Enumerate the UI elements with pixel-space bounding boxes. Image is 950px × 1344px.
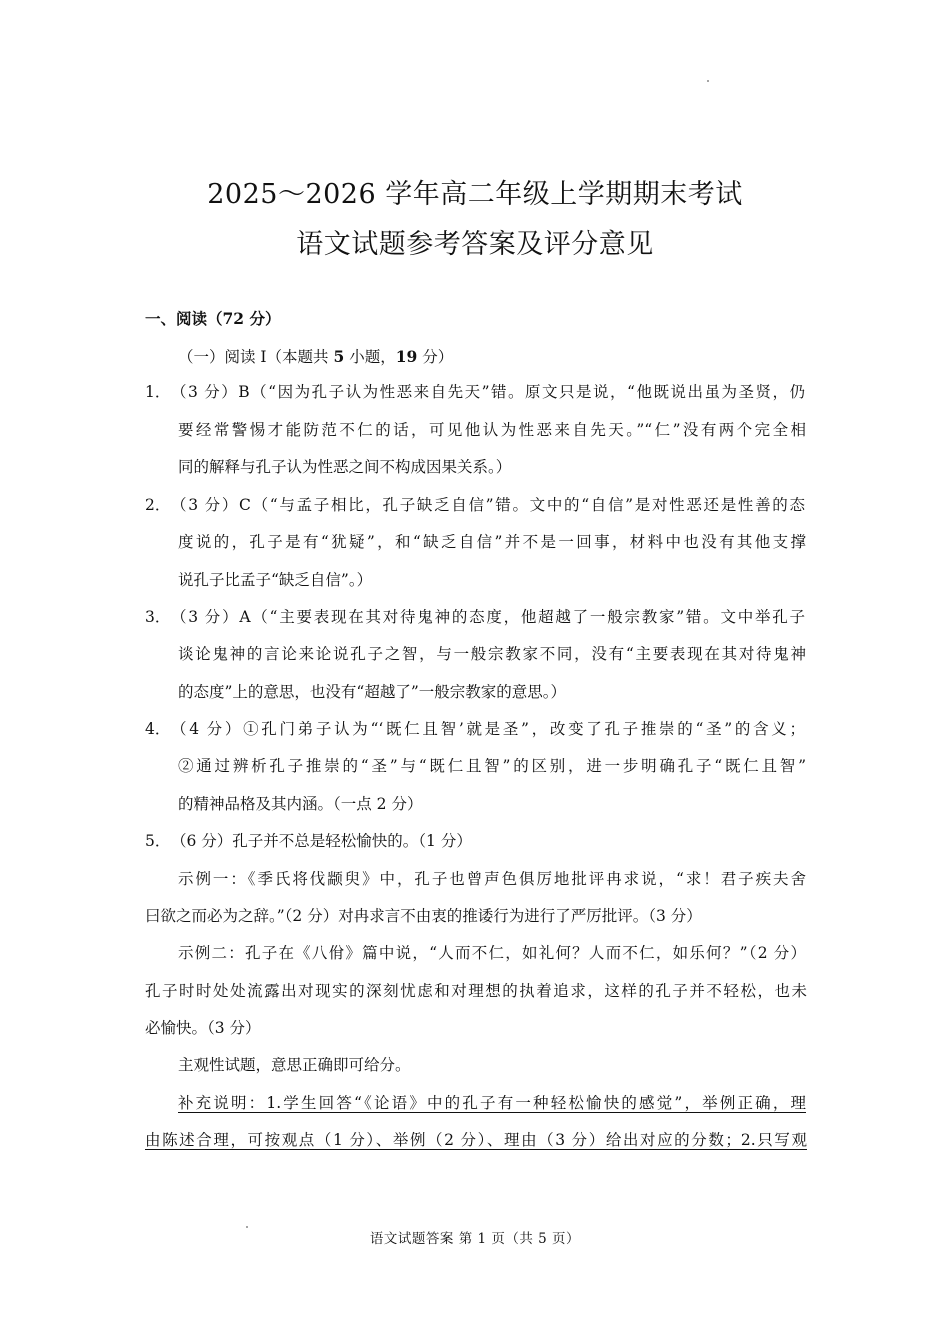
question-5-line-1 bbox=[145, 831, 472, 851]
question-2-line-1 bbox=[145, 495, 805, 515]
question-3-number: 3． bbox=[145, 608, 171, 626]
question-3-text-1: （3 分）A（“主要表现在其对待鬼神的态度，他超越了一般宗教家”错。文中举孔子 bbox=[171, 608, 805, 626]
scan-speck-top bbox=[707, 80, 709, 82]
question-4-text-1: （4 分）①孔门弟子认为“‘既仁且智’就是圣”，改变了孔子推崇的“圣”的含义； bbox=[171, 720, 805, 738]
question-2-text-1: （3 分）C（“与孟子相比，孔子缺乏自信”错。文中的“自信”是对性恶还是性善的态 bbox=[171, 496, 805, 514]
page-title-line1: 2025～2026 学年高二年级上学期期末考试 bbox=[207, 179, 743, 210]
subsection-suffix: 分） bbox=[422, 348, 454, 366]
subsection-mid: 小题， bbox=[349, 348, 396, 366]
supplement-line-1: 补充说明：1.学生回答“《论语》中的孔子有一种轻松愉快的感觉”，举例正确，理 bbox=[178, 1094, 806, 1112]
subsection-score: 19 bbox=[395, 347, 418, 366]
subsection-heading bbox=[178, 345, 453, 367]
question-2-number: 2． bbox=[145, 496, 171, 514]
example-2-line-2: 孔子时时处处流露出对现实的深刻忧虑和对理想的执着追求，这样的孔子并不轻松，也未 bbox=[145, 982, 807, 1000]
section-heading: 一、阅读（72 分） bbox=[145, 309, 281, 328]
page-footer: 语文试题答案 第 1 页（共 5 页） bbox=[369, 1231, 581, 1247]
question-1-text-1: （3 分）B（“因为孔子认为性恶来自先天”错。原文只是说，“他既说出虽为圣贤，仍 bbox=[171, 383, 805, 401]
question-1-text-3: 同的解释与孔子认为性恶之间不构成因果关系。） bbox=[178, 458, 512, 476]
question-4-text-2: ②通过辨析孔子推崇的“圣”与“既仁且智”的区别，进一步明确孔子“既仁且智” bbox=[178, 757, 806, 775]
question-2-text-2: 度说的，孔子是有“犹疑”，和“缺乏自信”并不是一回事，材料中也没有其他支撑 bbox=[178, 533, 806, 551]
question-4-number: 4． bbox=[145, 720, 171, 738]
question-3-text-2: 谈论鬼神的言论来论说孔子之智，与一般宗教家不同，没有“主要表现在其对待鬼神 bbox=[178, 645, 806, 663]
question-3-line-1 bbox=[145, 607, 805, 627]
question-3-text-3: 的态度”上的意思，也没有“超越了”一般宗教家的意思。） bbox=[178, 683, 567, 701]
question-1-number: 1． bbox=[145, 383, 171, 401]
question-1-text-2: 要经常警惕才能防范不仁的话，可见他认为性恶来自先天。”“仁”没有两个完全相 bbox=[178, 421, 806, 439]
page-title-line2: 语文试题参考答案及评分意见 bbox=[296, 229, 654, 260]
example-2-line-1: 示例二：孔子在《八佾》篇中说，“人而不仁，如礼何？人而不仁，如乐何？”（2 分） bbox=[178, 944, 806, 962]
question-4-line-1 bbox=[145, 719, 805, 739]
grading-note: 主观性试题，意思正确即可给分。 bbox=[178, 1056, 411, 1074]
question-2-text-3: 说孔子比孟子“缺乏自信”。） bbox=[178, 571, 373, 589]
example-1-line-1: 示例一：《季氏将伐颛臾》中，孔子也曾声色俱厉地批评冉求说，“求！君子疾夫舍 bbox=[178, 870, 806, 888]
question-5-text-1: （6 分）孔子并不总是轻松愉快的。（1 分） bbox=[171, 832, 472, 850]
supplement-line-2: 由陈述合理，可按观点（1 分）、举例（2 分）、理由（3 分）给出对应的分数；2.只写观 bbox=[145, 1131, 807, 1149]
subsection-prefix: （一）阅读 I（本题共 bbox=[178, 348, 329, 366]
example-1-line-2: 曰欲之而必为之辞。”（2 分）对冉求言不由衷的推诿行为进行了严厉批评。（3 分） bbox=[145, 907, 702, 925]
question-5-number: 5． bbox=[145, 832, 171, 850]
question-1-line-1 bbox=[145, 382, 805, 402]
question-4-text-3: 的精神品格及其内涵。（一点 2 分） bbox=[178, 795, 423, 813]
example-2-line-3: 必愉快。（3 分） bbox=[145, 1019, 261, 1037]
subsection-count: 5 bbox=[333, 347, 345, 366]
